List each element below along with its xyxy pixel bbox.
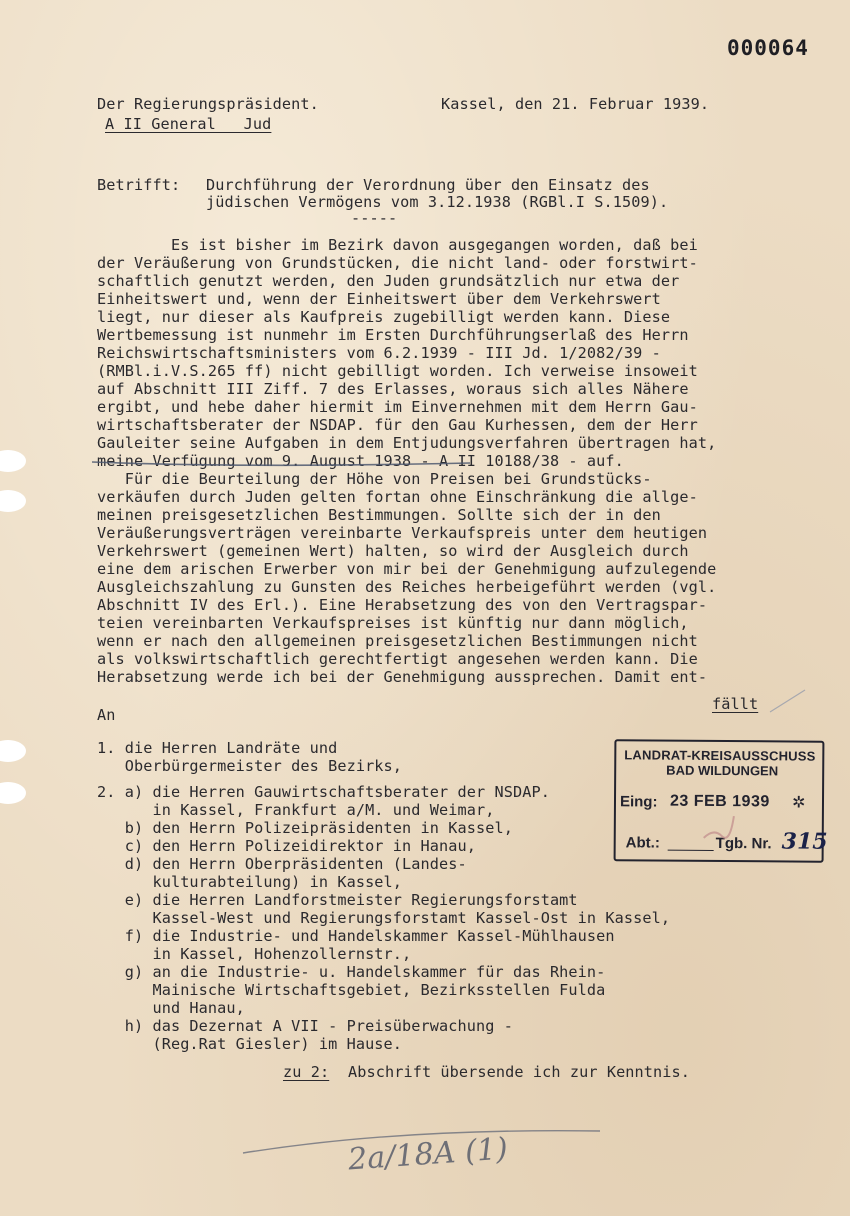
addressee-line: Kassel-West und Regierungsforstamt Kassel-Ost in Kassel, bbox=[97, 909, 671, 927]
place-date: Kassel, den 21. Februar 1939. bbox=[441, 95, 710, 113]
closing-text: Abschrift übersende ich zur Kenntnis. bbox=[348, 1063, 691, 1081]
addressee-line: 1. die Herren Landräte und bbox=[97, 739, 338, 757]
body-line: wenn er nach den allgemeinen preisgesetzlichen Bestimmungen nicht bbox=[97, 632, 698, 650]
body-line: verkäufen durch Juden gelten fortan ohne Einschränkung die allge- bbox=[97, 488, 698, 506]
addressee-line: in Kassel, Frankfurt a/M. und Weimar, bbox=[97, 801, 495, 819]
body-line: Verkehrswert (gemeinen Wert) halten, so wird der Ausgleich durch bbox=[97, 542, 689, 560]
body-line: der Veräußerung von Grundstücken, die nicht land- oder forstwirt- bbox=[97, 254, 698, 272]
addressee-line: (Reg.Rat Giesler) im Hause. bbox=[97, 1035, 403, 1053]
body-line: wirtschaftsberater der NSDAP. für den Gau Kurhessen, dem der Herr bbox=[97, 416, 698, 434]
stamp-tgb-label: Tgb. Nr. bbox=[715, 834, 772, 853]
sender: Der Regierungspräsident. bbox=[97, 95, 319, 113]
stamp-eing-label: Eing: bbox=[619, 793, 658, 811]
addressee-line: Mainische Wirtschaftsgebiet, Bezirksstellen Fulda bbox=[97, 981, 606, 999]
body-line: Einheitswert und, wenn der Einheitswert über dem Verkehrswert bbox=[97, 290, 661, 308]
subject-line-1: Durchführung der Verordnung über den Einsatz des bbox=[206, 176, 650, 194]
stamp-abt-rule bbox=[668, 850, 714, 851]
body-line: Es ist bisher im Bezirk davon ausgegangen worden, daß bei bbox=[97, 236, 698, 254]
stamp-abt-label: Abt.: bbox=[625, 834, 660, 852]
department-reference: A II General Jud bbox=[105, 115, 272, 133]
stamp-date: 23 FEB 1939 bbox=[669, 792, 770, 811]
addressee-line: kulturabteilung) in Kassel, bbox=[97, 873, 403, 891]
addressee-line: Oberbürgermeister des Bezirks, bbox=[97, 757, 403, 775]
body-line: ergibt, und hebe daher hiermit im Einvernehmen mit dem Herrn Gau- bbox=[97, 398, 698, 416]
addressee-line: f) die Industrie- und Handelskammer Kassel-Mühlhausen bbox=[97, 927, 615, 945]
addressee-line: und Hanau, bbox=[97, 999, 245, 1017]
body-line: liegt, nur dieser als Kaufpreis zugebilligt werden kann. Diese bbox=[97, 308, 671, 326]
stamp-office: LANDRAT-KREISAUSSCHUSS bbox=[624, 747, 816, 764]
body-line: meine Verfügung vom 9. August 1938 - A II 10188/38 - auf. bbox=[97, 452, 624, 470]
subject-line-2: jüdischen Vermögens vom 3.12.1938 (RGBl.I S.1509). bbox=[206, 193, 669, 211]
body-line: Ausgleichszahlung zu Gunsten des Reiches herbeigeführt werden (vgl. bbox=[97, 578, 717, 596]
addressee-line: e) die Herren Landforstmeister Regierungsforstamt bbox=[97, 891, 578, 909]
body-line: Herabsetzung werde ich bei der Genehmigung aussprechen. Damit ent- bbox=[97, 668, 708, 686]
body-line: Veräußerungsverträgen vereinbarte Verkaufspreis unter dem heutigen bbox=[97, 524, 708, 542]
addressee-line: d) den Herrn Oberpräsidenten (Landes- bbox=[97, 855, 467, 873]
body-line: meinen preisgesetzlichen Bestimmungen. Sollte sich der in den bbox=[97, 506, 661, 524]
addressee-line: b) den Herrn Polizeipräsidenten in Kassel, bbox=[97, 819, 513, 837]
body-line: Gauleiter seine Aufgaben in dem Entjudungsverfahren übertragen hat, bbox=[97, 434, 717, 452]
body-line: Reichswirtschaftsministers vom 6.2.1939 - III Jd. 1/2082/39 - bbox=[97, 344, 661, 362]
body-line: auf Abschnitt III Ziff. 7 des Erlasses, woraus sich alles Nähere bbox=[97, 380, 689, 398]
addressee-line: 2. a) die Herren Gauwirtschaftsberater der NSDAP. bbox=[97, 783, 550, 801]
document-number: 000064 bbox=[727, 36, 809, 60]
addressee-line: in Kassel, Hohenzollernstr., bbox=[97, 945, 412, 963]
body-line: teien vereinbarten Verkaufspreises ist künftig nur dann möglich, bbox=[97, 614, 689, 632]
star-icon: ✲ bbox=[791, 794, 806, 812]
addressee-line: g) an die Industrie- u. Handelskammer für das Rhein- bbox=[97, 963, 606, 981]
addressee-line: c) den Herrn Polizeidirektor in Hanau, bbox=[97, 837, 476, 855]
body-line: eine dem arischen Erwerber von mir bei der Genehmigung aufzulegende bbox=[97, 560, 717, 578]
subject-label: Betrifft: bbox=[97, 176, 181, 194]
body-line: schaftlich genutzt werden, den Juden grundsätzlich nur etwa der bbox=[97, 272, 680, 290]
body-line: Für die Beurteilung der Höhe von Preisen bei Grundstücks- bbox=[97, 470, 652, 488]
body-line: Wertbemessung ist nunmehr im Ersten Durchführungserlaß des Herrn bbox=[97, 326, 689, 344]
body-line: (RMBl.i.V.S.265 ff) nicht gebilligt worden. Ich verweise insoweit bbox=[97, 362, 698, 380]
to-label: An bbox=[97, 706, 116, 724]
addressee-line: h) das Dezernat A VII - Preisüberwachung - bbox=[97, 1017, 513, 1035]
closing-label: zu 2: bbox=[283, 1063, 330, 1081]
catchword: fällt bbox=[712, 695, 759, 713]
body-line: Abschnitt IV des Erl.). Eine Herabsetzung des von den Vertragspar- bbox=[97, 596, 708, 614]
red-pencil-mark bbox=[700, 808, 740, 848]
receipt-stamp bbox=[614, 739, 828, 862]
handwritten-file-note: 2a/18A (1) bbox=[346, 1131, 509, 1178]
stamp-town: BAD WILDUNGEN bbox=[666, 762, 779, 779]
body-line: als volkswirtschaftlich gerechtfertigt angesehen werden kann. Die bbox=[97, 650, 698, 668]
subject-rule: ----- bbox=[351, 209, 398, 227]
stamp-tgb-number: 315 bbox=[781, 828, 828, 855]
